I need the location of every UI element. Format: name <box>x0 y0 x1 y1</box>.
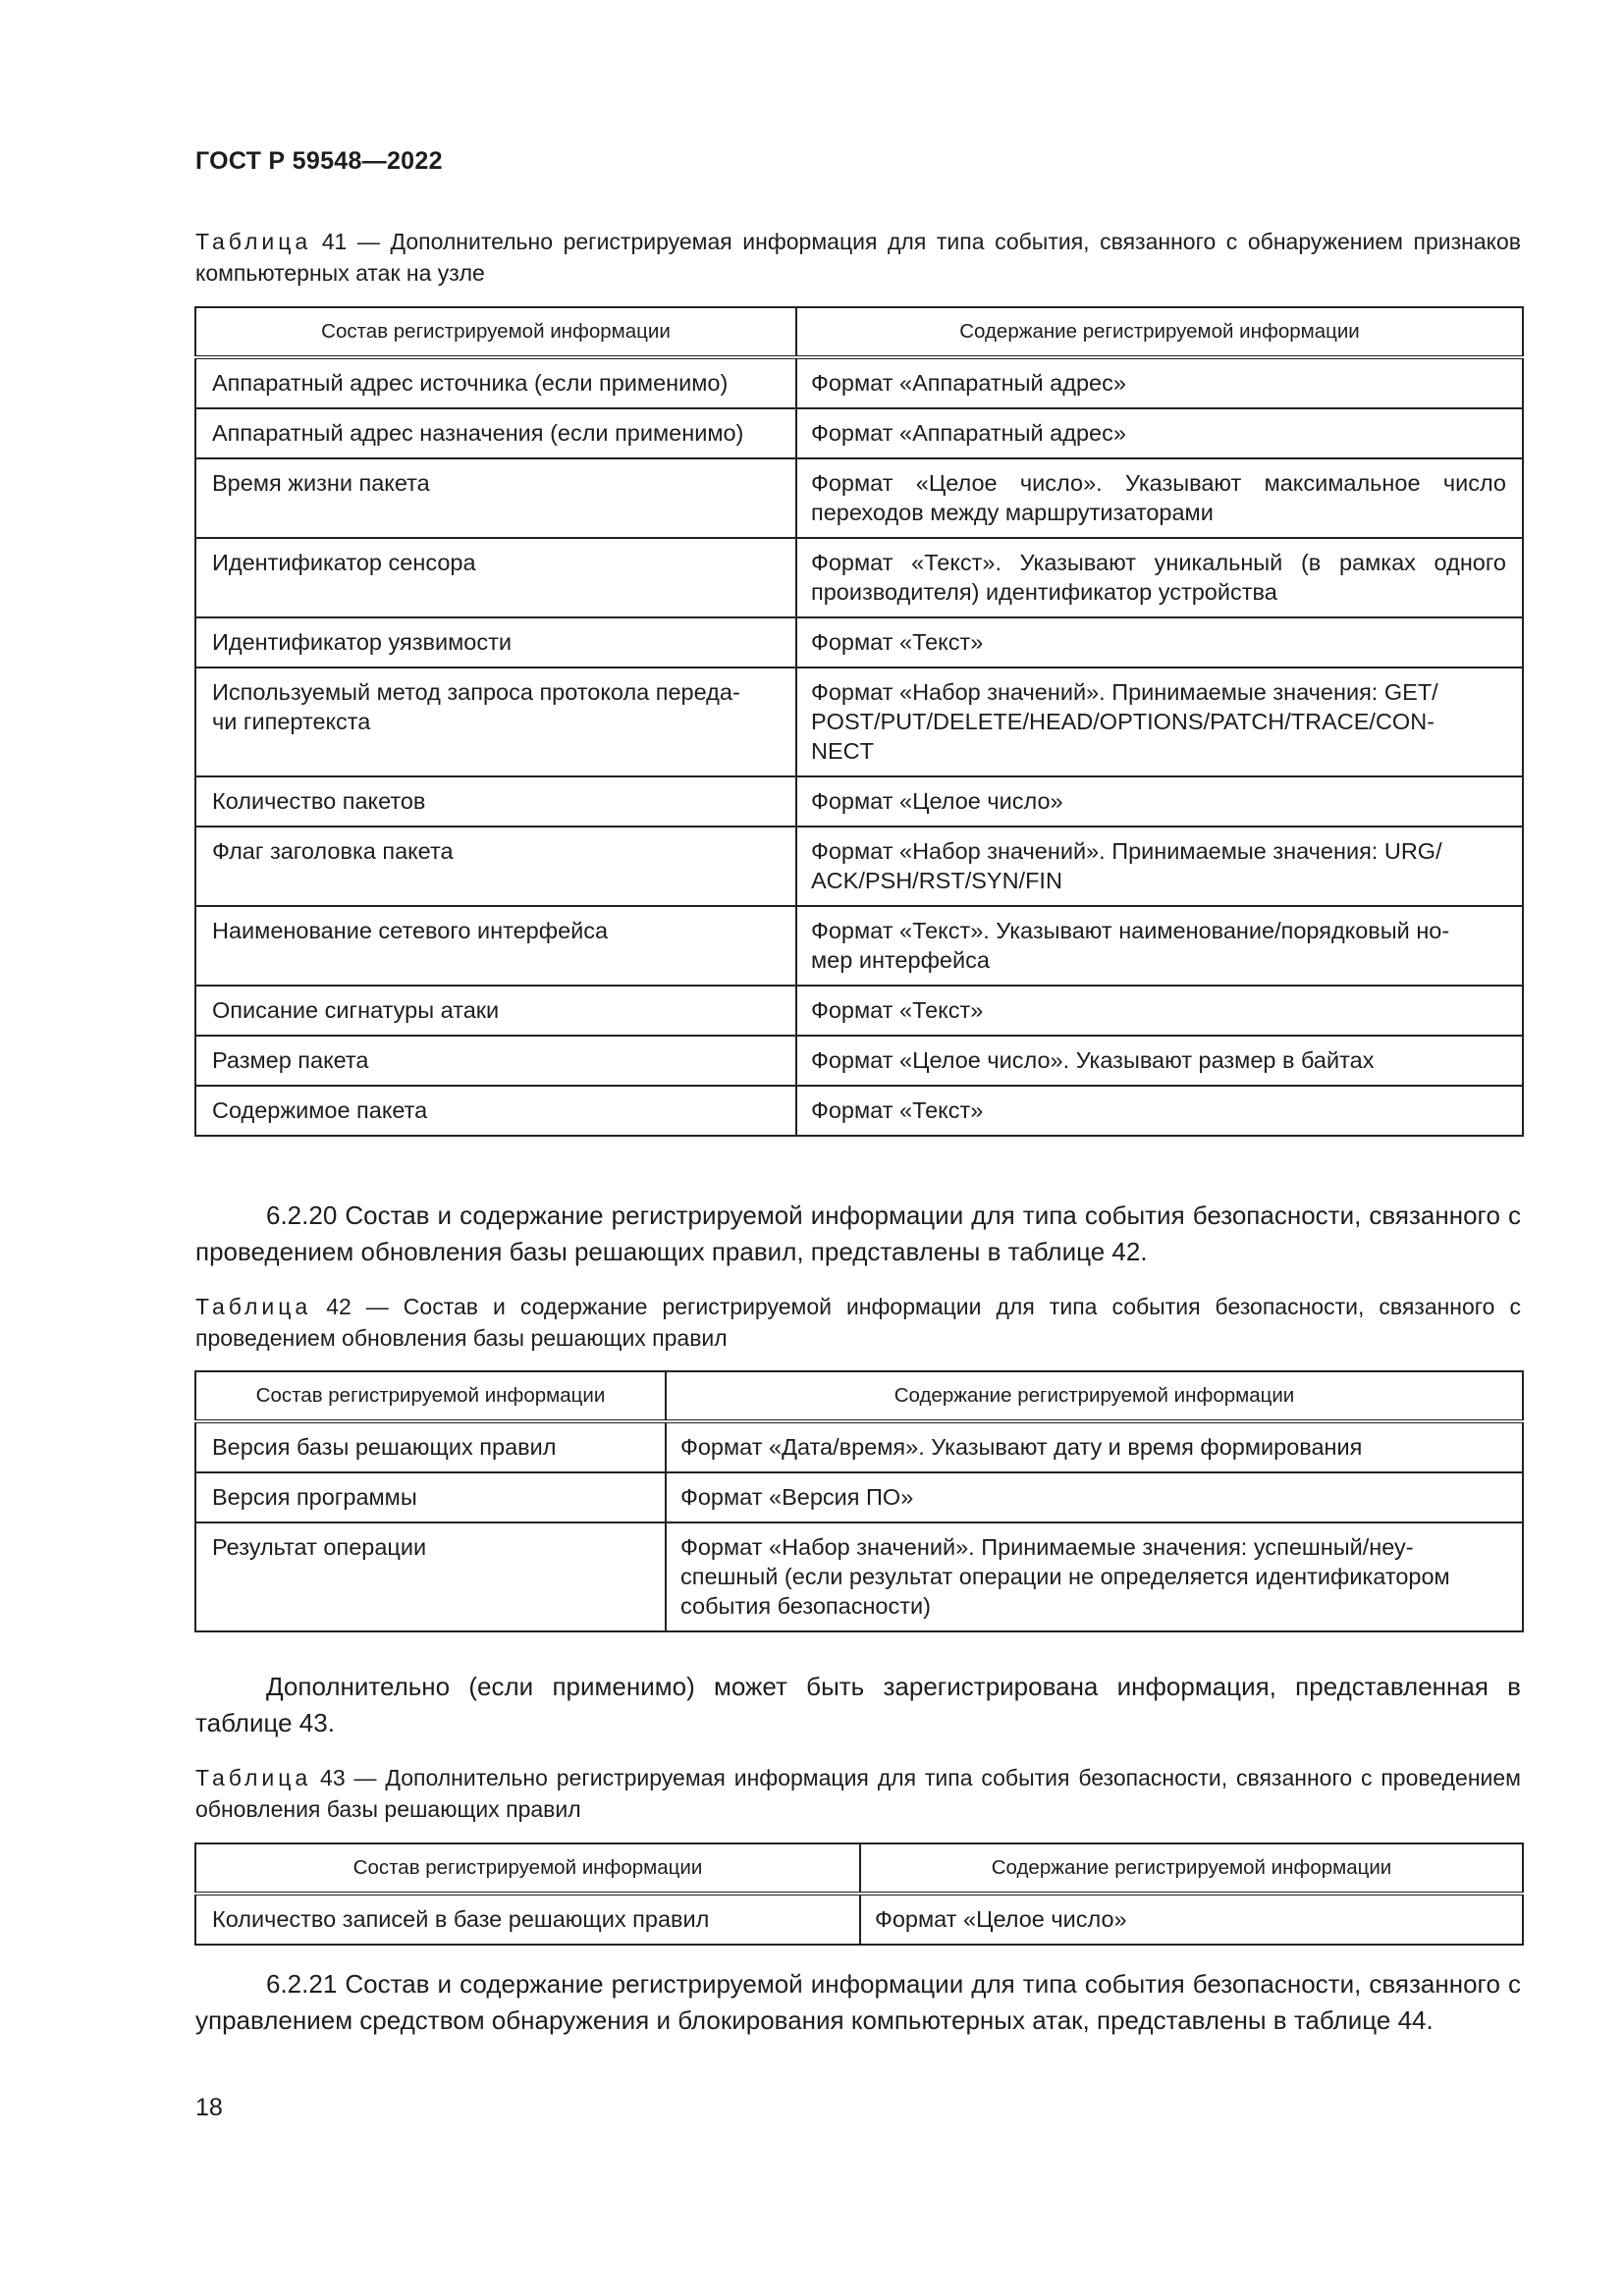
info-content-cell: Формат «Целое число» <box>860 1894 1523 1945</box>
table-row <box>195 827 1523 906</box>
table-header-row <box>195 1371 1523 1421</box>
table-row <box>195 1036 1523 1086</box>
table-43-caption-text: 43 — Дополнительно регистрируемая информация для типа события безопасности, связанного с проведением обновления базы решающих правил <box>195 1765 1521 1822</box>
table-row <box>195 667 1523 776</box>
page-number: 18 <box>195 2094 223 2121</box>
table-row <box>195 1894 1523 1945</box>
table-row <box>195 1472 1523 1522</box>
table-row <box>195 1086 1523 1136</box>
info-composition-cell: Содержимое пакета <box>195 1086 796 1136</box>
table-row <box>195 906 1523 986</box>
info-composition-cell: Аппаратный адрес источника (если применимо) <box>195 357 796 408</box>
table-row <box>195 458 1523 538</box>
table-43-caption <box>195 1762 1521 1825</box>
info-content-cell: Формат «Целое число». Указывают размер в байтах <box>796 1036 1523 1086</box>
column-header: Содержание регистрируемой информации <box>796 307 1523 357</box>
paragraph-additional: Дополнительно (если применимо) может быть зарегистрирована информация, представленная в таблице 43. <box>195 1672 1521 1737</box>
info-composition-cell: Размер пакета <box>195 1036 796 1086</box>
info-composition-cell: Время жизни пакета <box>195 458 796 538</box>
info-content-cell: Формат «Текст». Указывают уникальный (в рамках одного производителя) идентификатор устройства <box>796 538 1523 617</box>
table-row <box>195 408 1523 458</box>
info-content-cell: Формат «Набор значений». Принимаемые значения: GET/ POST/PUT/DELETE/HEAD/OPTIONS/PATCH/TRACE/CON- NECT <box>796 667 1523 776</box>
info-content-cell: Формат «Целое число» <box>796 776 1523 827</box>
table-43 <box>194 1842 1524 1946</box>
table-43-caption-word: Таблица <box>195 1765 312 1790</box>
info-composition-cell: Наименование сетевого интерфейса <box>195 906 796 986</box>
table-41-caption-text: 41 — Дополнительно регистрируемая информация для типа события, связанного с обнаружением признаков компьютерных атак на узле <box>195 229 1521 286</box>
column-header: Состав регистрируемой информации <box>195 1371 666 1421</box>
table-42-caption-text: 42 — Состав и содержание регистрируемой информации для типа события безопасности, связанного с проведением обновления базы решающих правил <box>195 1294 1521 1351</box>
info-content-cell: Формат «Версия ПО» <box>666 1472 1523 1522</box>
table-42-caption <box>195 1291 1521 1354</box>
table-row <box>195 986 1523 1036</box>
table-header-row <box>195 1843 1523 1894</box>
paragraph-6-2-20: 6.2.20 Состав и содержание регистрируемой информации для типа события безопасности, связанного с проведением обновления базы решающих правил, представлены в таблице 42. <box>195 1201 1521 1266</box>
info-content-cell: Формат «Текст» <box>796 1086 1523 1136</box>
table-row <box>195 1421 1523 1472</box>
info-composition-cell: Идентификатор уязвимости <box>195 617 796 667</box>
info-content-cell: Формат «Набор значений». Принимаемые значения: URG/ ACK/PSH/RST/SYN/FIN <box>796 827 1523 906</box>
column-header: Содержание регистрируемой информации <box>666 1371 1523 1421</box>
table-41-caption-word: Таблица <box>195 229 312 254</box>
table-header-row <box>195 307 1523 357</box>
table-row <box>195 357 1523 408</box>
info-composition-cell: Используемый метод запроса протокола переда- чи гипертекста <box>195 667 796 776</box>
info-content-cell: Формат «Текст» <box>796 617 1523 667</box>
table-row <box>195 617 1523 667</box>
document-header: ГОСТ Р 59548—2022 <box>195 147 443 175</box>
info-composition-cell: Описание сигнатуры атаки <box>195 986 796 1036</box>
info-content-cell: Формат «Целое число». Указывают максимальное число переходов между маршрутизаторами <box>796 458 1523 538</box>
table-41-caption <box>195 226 1521 289</box>
info-composition-cell: Версия базы решающих правил <box>195 1421 666 1472</box>
column-header: Состав регистрируемой информации <box>195 307 796 357</box>
info-composition-cell: Количество записей в базе решающих правил <box>195 1894 860 1945</box>
info-content-cell: Формат «Аппаратный адрес» <box>796 408 1523 458</box>
table-row <box>195 776 1523 827</box>
column-header: Содержание регистрируемой информации <box>860 1843 1523 1894</box>
paragraph-6-2-21: 6.2.21 Состав и содержание регистрируемой информации для типа события безопасности, связанного с управлением средством обнаружения и блокирования компьютерных атак, представлены в таблице 44. <box>195 1969 1521 2035</box>
column-header: Состав регистрируемой информации <box>195 1843 860 1894</box>
info-composition-cell: Аппаратный адрес назначения (если применимо) <box>195 408 796 458</box>
table-row <box>195 538 1523 617</box>
table-41 <box>194 306 1524 1137</box>
info-content-cell: Формат «Набор значений». Принимаемые значения: успешный/неу- спешный (если результат операции не определяется идентификатором события безопасности) <box>666 1522 1523 1631</box>
info-content-cell: Формат «Аппаратный адрес» <box>796 357 1523 408</box>
info-composition-cell: Версия программы <box>195 1472 666 1522</box>
info-composition-cell: Идентификатор сенсора <box>195 538 796 617</box>
info-content-cell: Формат «Текст» <box>796 986 1523 1036</box>
info-content-cell: Формат «Дата/время». Указывают дату и время формирования <box>666 1421 1523 1472</box>
info-composition-cell: Флаг заголовка пакета <box>195 827 796 906</box>
table-row <box>195 1522 1523 1631</box>
info-content-cell: Формат «Текст». Указывают наименование/порядковый но- мер интерфейса <box>796 906 1523 986</box>
info-composition-cell: Количество пакетов <box>195 776 796 827</box>
table-42-caption-word: Таблица <box>195 1294 312 1319</box>
table-42 <box>194 1370 1524 1632</box>
info-composition-cell: Результат операции <box>195 1522 666 1631</box>
